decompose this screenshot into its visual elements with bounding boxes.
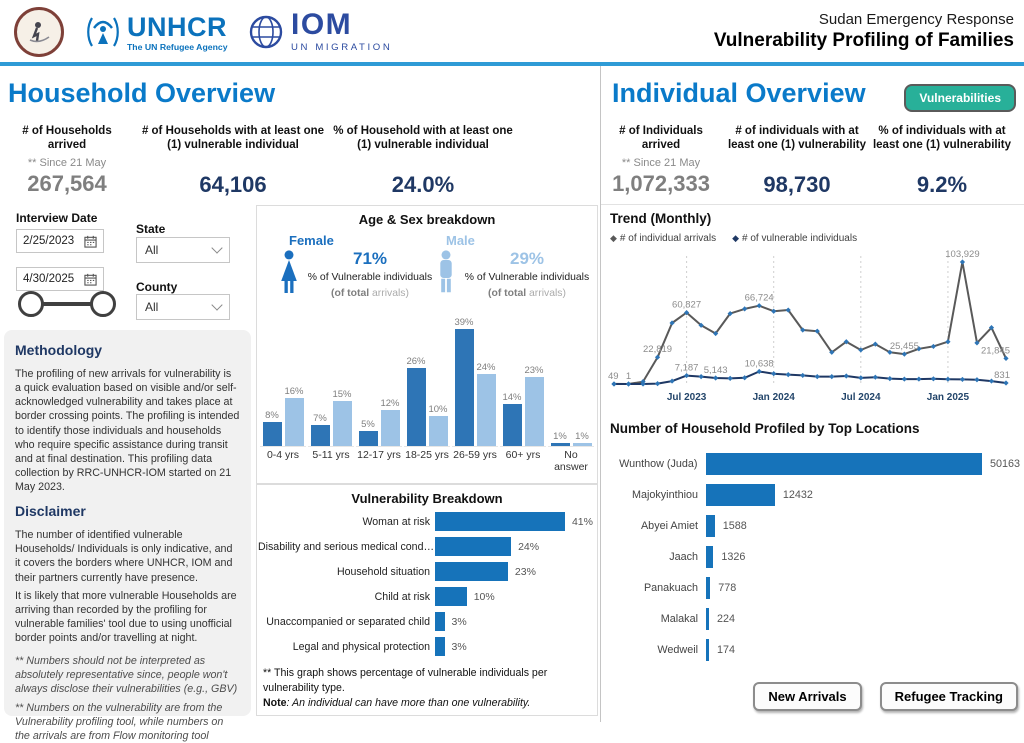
stat-label: # of Households with at least one (1) vulnerable individual: [141, 125, 325, 152]
x-axis-tick-label: Jul 2024: [841, 392, 881, 403]
note-label: Note: [263, 696, 287, 709]
data-point-marker[interactable]: [626, 381, 631, 386]
location-row: [606, 510, 1020, 541]
vulnerability-note-1: ** This graph shows percentage of vulnerable individuals per vulnerability type.: [263, 667, 548, 694]
arrivals-label: arrivals): [372, 288, 409, 299]
vulnerability-row: [258, 559, 596, 584]
data-point-marker[interactable]: [960, 377, 965, 382]
bar-value-label: 10%: [428, 404, 448, 415]
bar-value-label: 24%: [518, 540, 540, 553]
data-point-marker[interactable]: [742, 306, 747, 311]
data-point-marker[interactable]: [960, 259, 965, 264]
panel-divider: [600, 66, 601, 722]
stat-value: 64,106: [199, 171, 267, 197]
bar-value-label: 8%: [265, 410, 279, 421]
age-group: [452, 296, 498, 473]
location-bar[interactable]: [706, 577, 710, 599]
data-point-marker[interactable]: [945, 377, 950, 382]
vulnerabilities-button[interactable]: Vulnerabilities: [904, 84, 1016, 112]
category-label: 26-59 yrs: [453, 449, 497, 461]
bar-value-label: 1%: [575, 431, 589, 442]
data-point-marker[interactable]: [931, 376, 936, 381]
agesex-bar-female[interactable]: [407, 368, 426, 446]
stat-value: 9.2%: [916, 171, 968, 197]
bar-value-label: 15%: [332, 389, 352, 400]
stat-label: # of Households arrived: [22, 125, 112, 152]
male-percentage: 29%: [509, 249, 545, 268]
row-label: Majokyinthiou: [631, 488, 698, 501]
right-section-divider: [601, 204, 1024, 205]
bar-value-label: 5%: [361, 419, 375, 430]
date-from-input[interactable]: [16, 229, 104, 253]
diamond-marker-icon: ◆: [732, 233, 740, 243]
location-row: [606, 572, 1020, 603]
disclaimer-note-1: ** Numbers should not be interpreted as absolutely representative since, people won't always disclose their vulnerabilities (e.g., GBV): [15, 655, 238, 696]
location-row: [606, 634, 1020, 665]
stat-households-vulnerable-pct: [330, 124, 516, 198]
data-point-label: 25,455: [889, 341, 919, 353]
bar-value-label: 41%: [571, 515, 593, 528]
data-point-marker[interactable]: [945, 339, 950, 344]
calendar-icon: [84, 273, 97, 286]
date-range-slider: [18, 290, 116, 318]
row-label: Panakuach: [643, 581, 698, 594]
of-total-label: (of total: [488, 288, 527, 299]
stat-households-vulnerable: [140, 124, 326, 198]
male-label: Male: [446, 233, 475, 248]
row-label: Abyei Amiet: [640, 519, 698, 532]
data-point-marker[interactable]: [844, 373, 849, 378]
methodology-body: The profiling of new arrivals for vulnerability is a quick evaluation based on visible and/or self-acknowledged vulnerability and takes place at border crossing points. The profiling is intended to identify those individuals and households who require specific assistance during transit and at final destination. This profiling data collection by RRC-UNHCR-IOM started on 21 May 2023.: [15, 368, 240, 493]
location-bar[interactable]: [706, 515, 715, 537]
data-point-marker[interactable]: [902, 352, 907, 357]
bar-value-label: 3%: [451, 615, 467, 628]
data-point-marker[interactable]: [771, 309, 776, 314]
legend-label: # of individual arrivals: [619, 233, 717, 244]
report-subtitle: Sudan Emergency Response: [818, 11, 1014, 28]
x-axis-tick-label: Jul 2023: [666, 392, 707, 403]
methodology-panel: [4, 330, 251, 742]
agesex-bar-male[interactable]: [429, 416, 448, 446]
data-point-marker[interactable]: [684, 373, 689, 378]
bar-value-label: 23%: [514, 565, 536, 578]
agesex-bar-female[interactable]: [263, 422, 282, 446]
vulnerability-row: [258, 609, 596, 634]
data-point-marker[interactable]: [611, 381, 616, 386]
vulnerability-row: [258, 509, 596, 534]
data-point-marker[interactable]: [786, 372, 791, 377]
county-label: County: [136, 280, 178, 294]
data-point-marker[interactable]: [669, 378, 674, 383]
age-group: [260, 296, 306, 473]
slider-handle-left[interactable]: [18, 291, 44, 317]
stat-households-arrived: [4, 124, 130, 197]
trend-chart-svg: [604, 244, 1020, 408]
data-point-label: 66,724: [744, 292, 774, 304]
individual-overview-title: Individual Overview: [612, 78, 866, 108]
unhcr-tagline: The UN Refugee Agency: [127, 42, 228, 52]
agesex-bar-male[interactable]: [525, 377, 544, 446]
age-group: [500, 296, 546, 473]
age-group: [308, 296, 354, 473]
vulnerability-row: [258, 634, 596, 659]
agesex-bar-female[interactable]: [503, 404, 522, 446]
vulnerability-bar[interactable]: [435, 537, 511, 556]
category-label: 5-11 yrs: [312, 449, 350, 461]
bar-value-label: 1%: [553, 431, 567, 442]
state-label: State: [136, 222, 166, 236]
age-group: [356, 296, 402, 473]
data-point-label: 103,929: [945, 249, 980, 260]
agesex-bar-male[interactable]: [285, 398, 304, 446]
of-total-label: (of total: [331, 288, 370, 299]
vulnerability-bar[interactable]: [435, 587, 467, 606]
data-point-label: 21,845: [980, 345, 1010, 357]
agesex-bar-female[interactable]: [311, 425, 330, 446]
stat-value: 267,564: [27, 170, 107, 196]
data-point-label: 60,827: [672, 299, 702, 311]
location-bar[interactable]: [706, 639, 709, 661]
row-label: Wedweil: [657, 643, 698, 656]
top-locations-title: Number of Household Profiled by Top Locations: [610, 421, 920, 436]
bar-value-label: 14%: [502, 392, 522, 403]
category-label: 60+ yrs: [505, 449, 541, 461]
chevron-down-icon: [211, 242, 222, 253]
stat-value: 1,072,333: [612, 170, 710, 196]
date-to-value: 4/30/2025: [23, 273, 75, 285]
bar-value-label: 7%: [313, 413, 327, 424]
row-label: Wunthow (Juda): [619, 457, 698, 470]
vulnerability-title: Vulnerability Breakdown: [351, 491, 503, 506]
note-text: : An individual can have more than one vulnerability.: [286, 696, 531, 709]
data-point-label: 831: [994, 370, 1010, 382]
date-to-input[interactable]: [16, 267, 104, 291]
category-label: No answer: [554, 449, 588, 473]
vulnerability-bar[interactable]: [435, 562, 508, 581]
header: [0, 0, 1024, 66]
iom-tagline: UN MIGRATION: [291, 42, 393, 53]
data-point-marker[interactable]: [757, 303, 762, 308]
age-sex-chart: [260, 296, 594, 473]
female-person-icon: [277, 249, 301, 295]
data-point-label: 1: [625, 370, 632, 382]
state-value: All: [145, 243, 159, 257]
vulnerability-row: [258, 584, 596, 609]
stat-individuals-arrived: [604, 124, 718, 197]
stat-label: % of Household with at least one (1) vulnerable individual: [333, 125, 513, 152]
agesex-bar-female[interactable]: [551, 443, 570, 446]
row-label: Malakal: [660, 612, 698, 625]
trend-chart: [604, 244, 1020, 408]
male-person-icon: [434, 249, 458, 295]
methodology-heading: Methodology: [15, 342, 103, 358]
data-point-marker[interactable]: [771, 371, 776, 376]
new-arrivals-button[interactable]: New Arrivals: [753, 682, 861, 711]
data-point-marker[interactable]: [655, 381, 660, 386]
data-point-label: 5,143: [703, 364, 728, 376]
row-label: Unaccompanied or separated child: [266, 615, 430, 628]
female-summary: [277, 229, 434, 299]
iom-logo: [248, 10, 392, 53]
stat-individuals-vulnerable: [722, 124, 872, 198]
top-locations-chart: [606, 448, 1020, 665]
state-dropdown[interactable]: [136, 237, 230, 263]
disclaimer-note-2: ** Numbers on the vulnerability are from the Vulnerability profiling tool, while numbers on the arrivals are from Flow monitoring tool: [15, 701, 224, 742]
vulnerability-chart: [258, 509, 596, 659]
rrc-seal-logo: [14, 7, 64, 57]
female-label: Female: [289, 233, 334, 248]
arrivals-label: arrivals): [529, 288, 566, 299]
iom-globe-icon: [248, 14, 284, 50]
stat-label: # of individuals with at least one (1) vulnerability: [727, 125, 867, 152]
vulnerability-note-2: [263, 696, 593, 711]
iom-wordmark: IOM: [291, 8, 353, 41]
county-value: All: [145, 300, 159, 314]
legend-item-vulnerable[interactable]: [732, 233, 857, 244]
unhcr-logo: [84, 12, 228, 54]
category-label: 0-4 yrs: [266, 449, 300, 461]
data-point-marker[interactable]: [713, 375, 718, 380]
vulnerability-bar[interactable]: [435, 637, 445, 656]
category-label: 12-17 yrs: [357, 449, 401, 461]
data-point-marker[interactable]: [815, 374, 820, 379]
county-dropdown[interactable]: [136, 294, 230, 320]
data-point-marker[interactable]: [974, 377, 979, 382]
male-sub-label: % of Vulnerable individuals: [464, 272, 590, 283]
trend-legend: [610, 233, 857, 244]
trend-title: Trend (Monthly): [610, 211, 712, 226]
slider-handle-right[interactable]: [90, 291, 116, 317]
location-row: [606, 603, 1020, 634]
row-label: Household situation: [336, 565, 430, 578]
location-bar[interactable]: [706, 484, 775, 506]
bar-value-label: 24%: [476, 362, 496, 373]
data-point-marker[interactable]: [1003, 380, 1008, 385]
bar-value-label: 16%: [284, 386, 304, 397]
data-point-marker[interactable]: [887, 376, 892, 381]
calendar-icon: [84, 235, 97, 248]
stat-note: ** Since 21 May: [27, 156, 107, 169]
female-percentage: 71%: [352, 249, 388, 268]
data-point-marker[interactable]: [873, 375, 878, 380]
age-sex-title: Age & Sex breakdown: [358, 212, 496, 227]
data-point-label: 22,819: [643, 344, 673, 356]
bar-value-label: 12432: [782, 488, 813, 501]
agesex-bar-female[interactable]: [455, 329, 474, 446]
category-label: 18-25 yrs: [405, 449, 449, 461]
agesex-bar-male[interactable]: [573, 443, 592, 446]
vulnerability-bar[interactable]: [435, 512, 565, 531]
location-bar[interactable]: [706, 546, 713, 568]
data-point-marker[interactable]: [829, 374, 834, 379]
data-point-label: 10,638: [744, 358, 774, 370]
date-from-value: 2/25/2023: [23, 235, 75, 247]
vulnerability-row: [258, 534, 596, 559]
bar-value-label: 39%: [454, 317, 474, 328]
stat-individuals-vulnerable-pct: [866, 124, 1018, 198]
age-group: [404, 296, 450, 473]
vulnerability-notes: [263, 666, 593, 710]
x-axis-tick-label: Jan 2025: [926, 392, 970, 403]
row-label: Jaach: [669, 550, 698, 563]
bar-value-label: 778: [718, 581, 737, 594]
stat-label: % of individuals with at least one (1) vulnerability: [872, 125, 1012, 152]
stat-note: ** Since 21 May: [621, 156, 701, 169]
diamond-marker-icon: ◆: [610, 233, 617, 243]
data-point-marker[interactable]: [728, 376, 733, 381]
data-point-marker[interactable]: [902, 376, 907, 381]
location-row: [606, 479, 1020, 510]
x-axis-tick-label: Jan 2024: [752, 392, 795, 403]
unhcr-emblem-icon: [84, 12, 122, 54]
row-label: Disability and serious medical cond…: [258, 540, 435, 553]
report-title: Vulnerability Profiling of Families: [713, 30, 1014, 51]
agesex-bar-male[interactable]: [333, 401, 352, 446]
refugee-tracking-button[interactable]: Refugee Tracking: [880, 682, 1018, 711]
chevron-down-icon: [211, 299, 222, 310]
bar-value-label: 50163: [989, 457, 1020, 470]
data-point-marker[interactable]: [916, 376, 921, 381]
location-row: [606, 448, 1020, 479]
unhcr-wordmark: UNHCR: [127, 12, 227, 42]
row-label: Woman at risk: [362, 515, 430, 528]
stat-value: 98,730: [763, 171, 831, 197]
female-sub-label: % of Vulnerable individuals: [307, 272, 433, 283]
legend-item-arrivals[interactable]: [610, 233, 716, 244]
disclaimer-body-1: The number of identified vulnerable Households/ Individuals is only indicative, and it covers the borders where UNHCR, IOM and their partners currently have presence.: [15, 529, 233, 584]
bar-value-label: 12%: [380, 398, 400, 409]
bar-value-label: 26%: [406, 356, 426, 367]
vulnerability-bar[interactable]: [435, 612, 445, 631]
male-summary: [434, 229, 591, 299]
data-point-label: 7,187: [674, 362, 699, 374]
bar-value-label: 174: [717, 643, 736, 656]
bar-value-label: 1326: [721, 550, 746, 563]
legend-label: # of vulnerable individuals: [742, 233, 858, 244]
row-label: Child at risk: [374, 590, 430, 603]
disclaimer-heading: Disclaimer: [15, 503, 86, 520]
seal-figure-icon: [24, 17, 54, 47]
stat-label: # of Individuals arrived: [619, 125, 703, 152]
data-point-label: 49: [608, 370, 619, 382]
age-group: [548, 296, 594, 473]
footer-buttons: [606, 682, 1018, 711]
location-bar[interactable]: [706, 608, 709, 630]
row-label: Legal and physical protection: [292, 640, 430, 653]
data-point-marker[interactable]: [858, 375, 863, 380]
bar-value-label: 1588: [722, 519, 747, 532]
bar-value-label: 3%: [451, 640, 467, 653]
location-bar[interactable]: [706, 453, 982, 475]
interview-date-label: Interview Date: [16, 211, 98, 225]
data-point-marker[interactable]: [800, 373, 805, 378]
agesex-bar-female[interactable]: [359, 431, 378, 446]
disclaimer-body-2: It is likely that more vulnerable Households are arriving than recorded by the profiling for vulnerable families' tool due to using unofficial border points and/or travelling at night.: [15, 589, 237, 644]
bar-value-label: 224: [717, 612, 736, 625]
agesex-bar-male[interactable]: [381, 410, 400, 446]
household-overview-title: Household Overview: [8, 78, 276, 108]
bar-value-label: 23%: [524, 365, 544, 376]
data-point-marker[interactable]: [931, 344, 936, 349]
location-row: [606, 541, 1020, 572]
bar-value-label: 10%: [473, 590, 495, 603]
agesex-bar-male[interactable]: [477, 374, 496, 446]
stat-value: 24.0%: [391, 171, 455, 197]
